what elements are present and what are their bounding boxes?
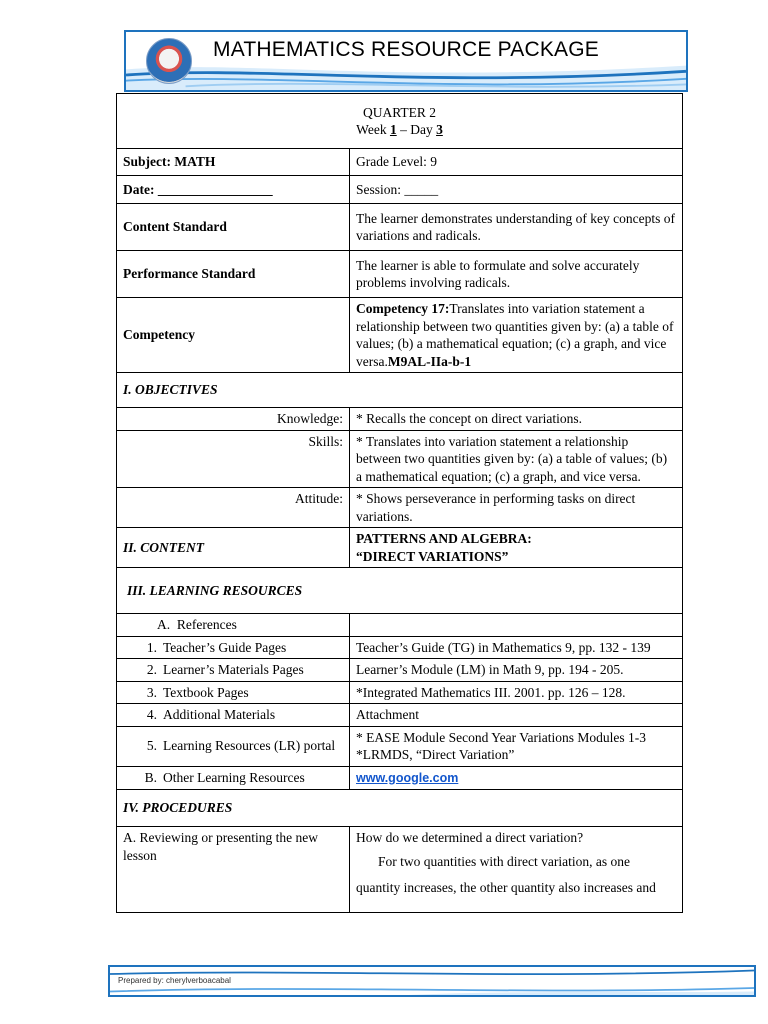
resource-item-label: Learner’s Materials Pages — [163, 662, 304, 677]
day-number: 3 — [436, 122, 443, 137]
resources-heading: III. LEARNING RESOURCES — [117, 568, 683, 614]
performance-standard-label: Performance Standard — [117, 251, 350, 298]
competency-code: M9AL-IIa-b-1 — [387, 353, 472, 369]
header-banner — [124, 30, 688, 92]
resource-item-4: 4. Additional Materials Attachment — [117, 704, 683, 727]
competency-label: Competency — [117, 298, 350, 373]
content-row — [117, 528, 683, 568]
prepared-by: Prepared by: cherylverboacabal — [118, 976, 231, 985]
lesson-plan-table — [116, 93, 683, 913]
performance-standard-row — [117, 251, 683, 298]
content-topic: PATTERNS AND ALGEBRA: “DIRECT VARIATIONS” — [350, 528, 683, 568]
procedure-a-question: How do we determined a direct variation? — [356, 830, 584, 845]
references-label: A. References — [117, 614, 350, 637]
attitude-label: Attitude: — [117, 488, 350, 528]
content-standard-label: Content Standard — [117, 204, 350, 251]
attitude-row — [117, 488, 683, 528]
references-row — [117, 614, 683, 637]
subject-row — [117, 149, 683, 176]
resources-heading-row — [117, 568, 683, 614]
week-day-line: Week 1 – Day 3 — [356, 122, 443, 137]
other-resources-label: Other Learning Resources — [163, 769, 305, 785]
procedure-a-row — [117, 827, 683, 913]
week-number: 1 — [389, 122, 397, 137]
procedure-a-text: For two quantities with direct variation, as one quantity increases, the other quantity also increases and — [356, 853, 656, 895]
procedure-a-content — [350, 827, 683, 913]
session-field: Session: _____ — [350, 176, 683, 204]
skills-text: * Translates into variation statement a relationship between two quantities given by: (a) a table of values; (b) a mathematical equation; (c) a graph, and vice versa. — [350, 430, 683, 488]
resource-item-label: Learning Resources (LR) portal — [163, 738, 336, 754]
resource-item-5: 5. Learning Resources (LR) portal * EASE Module Second Year Variations Modules 1-3 *LRMDS, “Direct Variation” — [117, 726, 683, 766]
resource-item-value: * EASE Module Second Year Variations Modules 1-3 *LRMDS, “Direct Variation” — [350, 726, 683, 766]
resource-item-value: Attachment — [350, 704, 683, 727]
competency-row — [117, 298, 683, 373]
procedures-heading-row — [117, 790, 683, 827]
procedure-a-label: A. Reviewing or presenting the new lesson — [117, 827, 350, 913]
resource-item-value: Teacher’s Guide (TG) in Mathematics 9, pp. 132 - 139 — [350, 636, 683, 659]
google-link[interactable]: www.google.com — [356, 770, 459, 785]
resource-item-3: 3. Textbook Pages *Integrated Mathematics III. 2001. pp. 126 – 128. — [117, 681, 683, 704]
content-standard-text: The learner demonstrates understanding of key concepts of variations and radicals. — [350, 204, 683, 251]
objectives-heading: I. OBJECTIVES — [117, 373, 683, 408]
procedures-heading: IV. PROCEDURES — [117, 790, 683, 827]
date-field: Date: _________________ — [117, 176, 350, 204]
content-heading: II. CONTENT — [117, 528, 350, 568]
grade-level: Grade Level: 9 — [350, 149, 683, 176]
resource-item-2: 2. Learner’s Materials Pages Learner’s Module (LM) in Math 9, pp. 194 - 205. — [117, 659, 683, 682]
page-title: MATHEMATICS RESOURCE PACKAGE — [213, 38, 599, 61]
objectives-heading-row — [117, 373, 683, 408]
resource-item-label: Additional Materials — [163, 707, 276, 722]
knowledge-label: Knowledge: — [117, 408, 350, 431]
performance-standard-text: The learner is able to formulate and solve accurately problems involving radicals. — [350, 251, 683, 298]
content-standard-row — [117, 204, 683, 251]
footer-banner — [108, 965, 756, 997]
knowledge-row — [117, 408, 683, 431]
quarter-label: QUARTER 2 — [362, 104, 437, 120]
resource-item-1: 1. Teacher’s Guide Pages Teacher’s Guide (TG) in Mathematics 9, pp. 132 - 139 — [117, 636, 683, 659]
resource-item-value: Learner’s Module (LM) in Math 9, pp. 194 - 205. — [350, 659, 683, 682]
attitude-text: * Shows perseverance in performing tasks on direct variations. — [350, 488, 683, 528]
skills-row — [117, 430, 683, 488]
quarter-row — [117, 94, 683, 149]
knowledge-text: * Recalls the concept on direct variations. — [350, 408, 683, 431]
resource-item-value: *Integrated Mathematics III. 2001. pp. 126 – 128. — [350, 681, 683, 704]
resource-item-label: Teacher’s Guide Pages — [163, 639, 287, 655]
skills-label: Skills: — [117, 430, 350, 488]
date-row — [117, 176, 683, 204]
competency-cell: Competency 17:Translates into variation statement a relationship between two quantities given by: (a) a table of values; (b) a mathematical equation; (c) a graph, and vice versa.M9AL-IIa-b-1 — [350, 298, 683, 373]
other-resources-row: B. Other Learning Resources www.google.com — [117, 766, 683, 790]
subject-label: Subject: MATH — [117, 149, 350, 176]
resource-item-label: Textbook Pages — [163, 684, 249, 700]
